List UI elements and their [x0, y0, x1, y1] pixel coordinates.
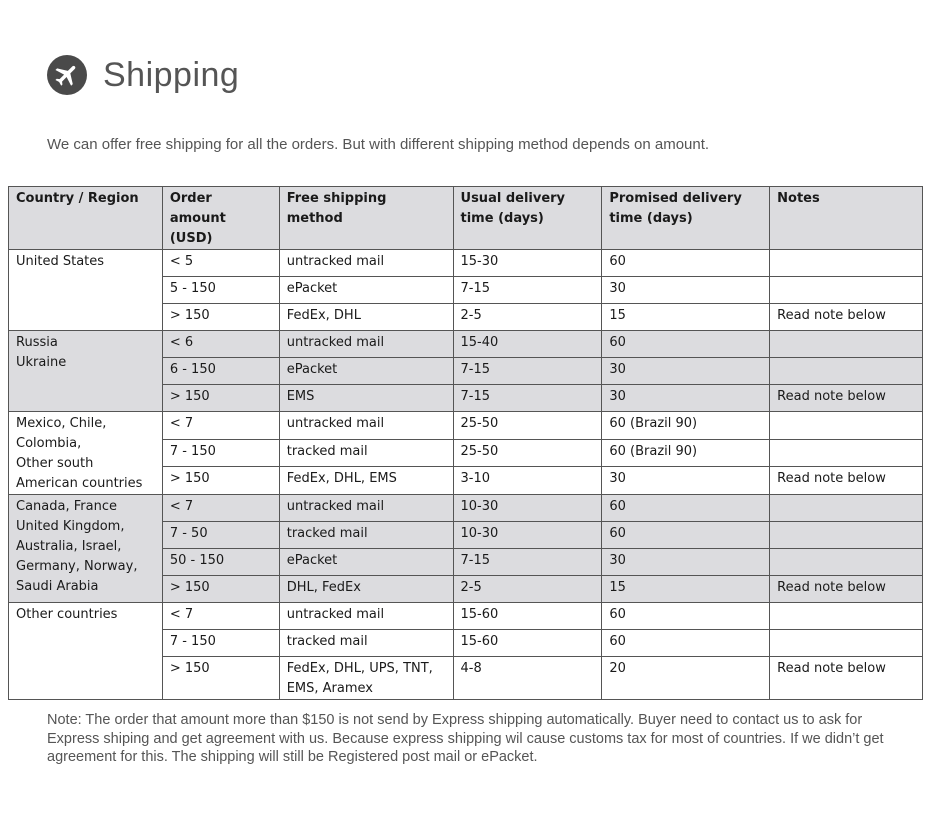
notes-cell — [770, 412, 923, 440]
method-cell: DHL, FedEx — [279, 576, 453, 603]
notes-cell — [770, 630, 923, 657]
region-cell: United States — [9, 250, 163, 331]
usual-cell: 7-15 — [453, 549, 602, 576]
notes-cell: Read note below — [770, 385, 923, 412]
usual-cell: 15-30 — [453, 250, 602, 277]
promised-cell: 30 — [602, 358, 770, 385]
promised-cell: 30 — [602, 549, 770, 576]
notes-cell — [770, 549, 923, 576]
notes-cell: Read note below — [770, 304, 923, 331]
usual-cell: 15-60 — [453, 630, 602, 657]
method-cell: untracked mail — [279, 331, 453, 358]
promised-cell: 15 — [602, 576, 770, 603]
usual-cell: 7-15 — [453, 385, 602, 412]
page-header — [47, 55, 239, 95]
region-cell: Canada, France United Kingdom, Australia, Israel, Germany, Norway, Saudi Arabia — [9, 495, 163, 603]
method-cell: tracked mail — [279, 630, 453, 657]
promised-cell: 60 — [602, 630, 770, 657]
notes-cell — [770, 277, 923, 304]
usual-cell: 25-50 — [453, 439, 602, 467]
header-promised-time: Promised delivery time (days) — [602, 187, 770, 250]
method-cell: untracked mail — [279, 603, 453, 630]
method-cell: untracked mail — [279, 495, 453, 522]
usual-cell: 2-5 — [453, 304, 602, 331]
usual-cell: 7-15 — [453, 277, 602, 304]
table-row — [9, 331, 923, 358]
promised-cell: 20 — [602, 657, 770, 700]
promised-cell: 30 — [602, 385, 770, 412]
usual-cell: 15-40 — [453, 331, 602, 358]
header-notes: Notes — [770, 187, 923, 250]
method-cell: ePacket — [279, 549, 453, 576]
table-row — [9, 250, 923, 277]
usual-cell: 2-5 — [453, 576, 602, 603]
promised-cell: 60 — [602, 495, 770, 522]
method-cell: untracked mail — [279, 250, 453, 277]
amount-cell: < 7 — [162, 603, 279, 630]
promised-cell: 60 — [602, 250, 770, 277]
method-cell: ePacket — [279, 358, 453, 385]
notes-cell: Read note below — [770, 657, 923, 700]
region-cell: Russia Ukraine — [9, 331, 163, 412]
intro-text: We can offer free shipping for all the orders. But with different shipping method depends on amount. — [47, 136, 710, 153]
header-usual-time: Usual delivery time (days) — [453, 187, 602, 250]
page-title: Shipping — [103, 55, 240, 94]
notes-cell — [770, 495, 923, 522]
method-cell: untracked mail — [279, 412, 453, 440]
promised-cell: 60 — [602, 331, 770, 358]
notes-cell — [770, 603, 923, 630]
usual-cell: 4-8 — [453, 657, 602, 700]
amount-cell: > 150 — [162, 304, 279, 331]
promised-cell: 30 — [602, 277, 770, 304]
table-header-row — [9, 187, 923, 250]
promised-cell: 60 — [602, 603, 770, 630]
method-cell: tracked mail — [279, 522, 453, 549]
usual-cell: 10-30 — [453, 495, 602, 522]
amount-cell: < 7 — [162, 412, 279, 440]
notes-cell — [770, 250, 923, 277]
usual-cell: 7-15 — [453, 358, 602, 385]
method-cell: FedEx, DHL, UPS, TNT, EMS, Aramex — [279, 657, 453, 700]
amount-cell: > 150 — [162, 576, 279, 603]
table-row — [9, 603, 923, 630]
amount-cell: < 7 — [162, 495, 279, 522]
amount-cell: 6 - 150 — [162, 358, 279, 385]
notes-cell: Read note below — [770, 467, 923, 495]
notes-cell: Read note below — [770, 576, 923, 603]
amount-cell: < 5 — [162, 250, 279, 277]
notes-cell — [770, 439, 923, 467]
region-cell: Other countries — [9, 603, 163, 700]
notes-cell — [770, 331, 923, 358]
method-cell: FedEx, DHL — [279, 304, 453, 331]
usual-cell: 10-30 — [453, 522, 602, 549]
amount-cell: > 150 — [162, 467, 279, 495]
promised-cell: 30 — [602, 467, 770, 495]
method-cell: EMS — [279, 385, 453, 412]
promised-cell: 60 (Brazil 90) — [602, 439, 770, 467]
airplane-icon — [47, 55, 87, 95]
amount-cell: 50 - 150 — [162, 549, 279, 576]
promised-cell: 60 (Brazil 90) — [602, 412, 770, 440]
notes-cell — [770, 522, 923, 549]
header-method: Free shipping method — [279, 187, 453, 250]
table-row — [9, 412, 923, 440]
method-cell: FedEx, DHL, EMS — [279, 467, 453, 495]
header-order-amount: Order amount (USD) — [162, 187, 279, 250]
amount-cell: < 6 — [162, 331, 279, 358]
method-cell: tracked mail — [279, 439, 453, 467]
shipping-table — [8, 186, 923, 700]
promised-cell: 15 — [602, 304, 770, 331]
amount-cell: 7 - 150 — [162, 630, 279, 657]
promised-cell: 60 — [602, 522, 770, 549]
amount-cell: > 150 — [162, 385, 279, 412]
usual-cell: 15-60 — [453, 603, 602, 630]
usual-cell: 3-10 — [453, 467, 602, 495]
amount-cell: 7 - 50 — [162, 522, 279, 549]
footer-note: Note: The order that amount more than $150 is not send by Express shipping automatically. Buyer need to contact us to ask for Express shiping and get agreement with us. Because express shipping wil cause customs tax for most of countries. If we didn’t get agreement for this. The shipping will still be Registered post mail or ePacket. — [47, 712, 884, 765]
amount-cell: 5 - 150 — [162, 277, 279, 304]
table-row — [9, 495, 923, 522]
usual-cell: 25-50 — [453, 412, 602, 440]
region-cell: Mexico, Chile, Colombia, Other south American countries — [9, 412, 163, 495]
amount-cell: > 150 — [162, 657, 279, 700]
method-cell: ePacket — [279, 277, 453, 304]
header-country: Country / Region — [9, 187, 163, 250]
amount-cell: 7 - 150 — [162, 439, 279, 467]
notes-cell — [770, 358, 923, 385]
